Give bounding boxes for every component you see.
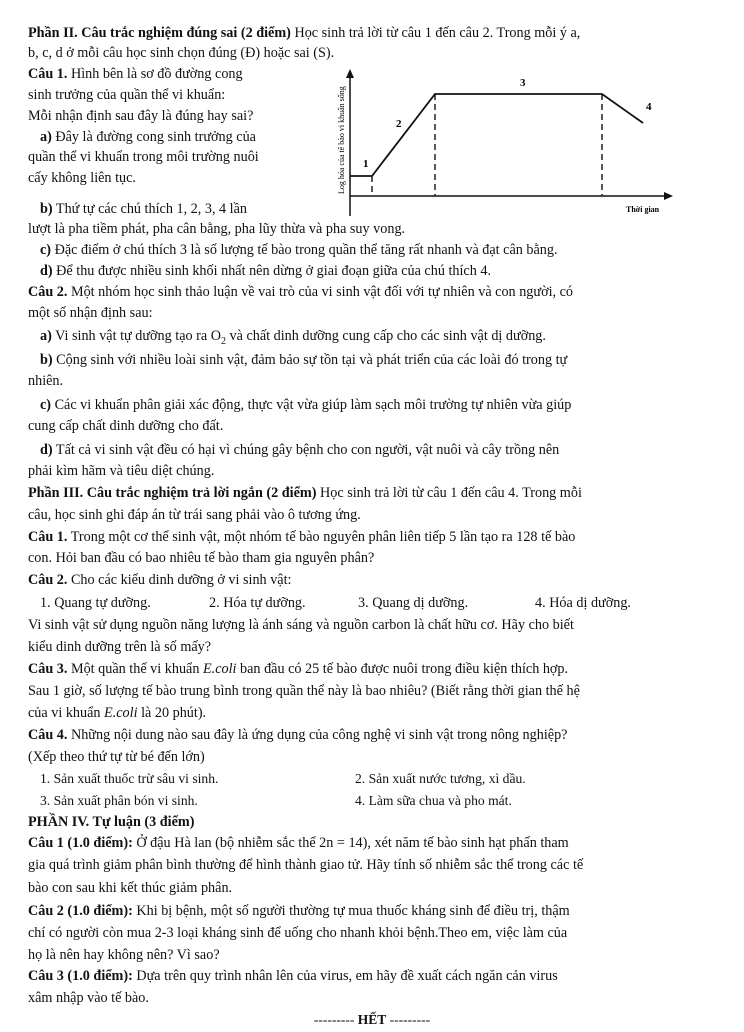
p2-q2-a-subscript: 2 [220, 335, 226, 347]
p2-q2-label: Câu 2. [28, 284, 68, 300]
p2-q2-c-line-1 [40, 396, 571, 414]
end-dashes-right: --------- [389, 1012, 431, 1027]
p2-q1-a-line-1 [40, 128, 256, 146]
p3-q2-line-3: kiểu dinh dưỡng trên là số mấy? [28, 639, 212, 655]
p2-q1-a-label: a) [40, 129, 52, 145]
p2-q2-d-text-1: Tất cả vi sinh vật đều có hại vì chúng gây bệnh cho con người, vật nuôi và cây trồng nên [52, 442, 560, 458]
p2-q1-d-line [40, 262, 491, 280]
p3-q3-line-2: Sau 1 giờ, số lượng tế bào trung bình trong quần thể này là bao nhiêu? (Biết rằng thời gian thế hệ [28, 683, 580, 699]
part2-instruction-line-1 [28, 24, 580, 42]
phase-label-2: 2 [396, 118, 402, 130]
p2-q2-b-line-2: nhiên. [28, 373, 64, 389]
p4-q1-line-3: bào con sau khi kết thúc giảm phân. [28, 880, 233, 896]
p3-q2-line-1 [28, 571, 291, 589]
p3-q3-text-1b: ban đầu có 25 tế bào được nuôi trong điều kiện thích hợp. [236, 661, 569, 677]
p3-q1-line-2: con. Hỏi ban đầu có bao nhiêu tế bào tham gia nguyên phân? [28, 550, 375, 566]
p3-q4-option-2: 2. Sản xuất nước tương, xì dầu. [355, 771, 526, 786]
p3-q4-label: Câu 4. [28, 727, 68, 743]
end-marker [0, 1011, 744, 1029]
p2-q1-d-text: Để thu được nhiều sinh khối nhất nên dừng ở giai đoạn giữa của chú thích 4. [52, 263, 492, 279]
p4-q1-line-2: gia quá trình giảm phân bình thường để hình thành giao tử. Hãy tính số nhiễm sắc thể trong các tế [28, 857, 584, 873]
p3-q2-line-2: Vi sinh vật sử dụng nguồn năng lượng là ánh sáng và nguồn carbon là chất hữu cơ. Hãy cho biết [28, 617, 574, 633]
part2-instruction-text: Học sinh trả lời từ câu 1 đến câu 2. Trong mỗi ý a, [290, 25, 581, 41]
p3-q3-species-1: E.coli [202, 661, 237, 677]
p2-q2-text-1: Một nhóm học sinh thảo luận về vai trò của vi sinh vật đối với tự nhiên và con người, có [67, 284, 574, 300]
p3-q2-text-1: Cho các kiểu dinh dưỡng ở vi sinh vật: [67, 572, 292, 588]
p2-q1-label: Câu 1. [28, 66, 68, 82]
p4-q1-label: Câu 1 (1.0 điểm): [28, 835, 133, 851]
p2-q2-d-line-2: phải kìm hãm và tiêu diệt chúng. [28, 463, 215, 479]
p3-q4-text-1: Những nội dung nào sau đây là ứng dụng của công nghệ vi sinh vật trong nông nghiệp? [67, 727, 568, 743]
phase-label-1: 1 [363, 158, 369, 170]
p2-q2-c-text-1: Các vi khuẩn phân giải xác động, thực vật vừa giúp làm sạch môi trường tự nhiên vừa giúp [51, 397, 572, 413]
p2-q2-line-1 [28, 283, 573, 301]
part3-instruction-line-1 [28, 484, 582, 502]
p2-q1-a-line-2: quần thể vi khuẩn trong môi trường nuôi [28, 149, 259, 165]
p3-q4-option-4: 4. Làm sữa chua và pho mát. [355, 793, 512, 808]
p3-q3-text-3b: là 20 phút). [137, 705, 207, 721]
part3-heading: Phần III. Câu trắc nghiệm trả lời ngắn (2 điểm) [28, 485, 317, 501]
p2-q1-line-1 [28, 65, 243, 83]
p2-q2-d-line-1 [40, 441, 559, 459]
p3-q1-label: Câu 1. [28, 529, 68, 545]
end-text: HẾT [357, 1012, 387, 1027]
p2-q2-line-2: một số nhận định sau: [28, 305, 153, 321]
p3-q3-line-3 [28, 704, 206, 722]
p2-q1-b-line-1 [40, 200, 247, 218]
y-axis-label: Log hóa của tế bào vi khuẩn sống [337, 86, 346, 194]
p2-q1-c-line [40, 241, 558, 259]
end-dashes-left: --------- [313, 1012, 355, 1027]
x-axis-arrow [664, 192, 673, 200]
p2-q1-b-text-1: Thứ tự các chú thích 1, 2, 3, 4 lần [52, 201, 248, 217]
p4-q1-line-1 [28, 834, 569, 852]
p2-q1-c-text: Đặc điểm ở chú thích 3 là số lượng tế bào trong quần thể tăng rất nhanh và đạt cân bằng. [51, 242, 558, 258]
p4-q3-label: Câu 3 (1.0 điểm): [28, 968, 133, 984]
p3-q2-option-4: 4. Hóa dị dưỡng. [535, 595, 631, 611]
p3-q3-text-3a: của vi khuẩn [28, 705, 105, 721]
part2-instruction-line-2: b, c, d ở mỗi câu học sinh chọn đúng (Đ) hoặc sai (S). [28, 45, 335, 61]
p4-q1-text-1: Ở đậu Hà lan (bộ nhiễm sắc thể 2n = 14), xét năm tế bào sinh hạt phấn tham [132, 835, 569, 851]
p2-q2-b-text-1: Cộng sinh với nhiều loài sinh vật, đảm bảo sự tồn tại và phát triển của các loài đó trong tự [52, 352, 568, 368]
p3-q3-label: Câu 3. [28, 661, 68, 677]
x-axis-label: Thời gian [626, 205, 660, 214]
p2-q1-line-2: sinh trưởng của quần thể vi khuẩn: [28, 87, 226, 103]
p2-q2-c-label: c) [40, 397, 52, 413]
p2-q1-d-label: d) [40, 263, 53, 279]
growth-curve [350, 94, 643, 176]
y-axis-arrow [346, 69, 354, 78]
p4-q2-text-1: Khi bị bệnh, một số người thường tự mua thuốc kháng sinh để điều trị, thậm [132, 903, 570, 919]
p2-q1-b-label: b) [40, 201, 53, 217]
p4-q3-line-2: xâm nhập vào tế bào. [28, 990, 149, 1006]
p4-q2-line-1 [28, 902, 570, 920]
p3-q1-text-1: Trong một cơ thể sinh vật, một nhóm tế bào nguyên phân liên tiếp 5 lần tạo ra 128 tế bào [67, 529, 576, 545]
p3-q4-option-3: 3. Sản xuất phân bón vi sinh. [40, 793, 198, 808]
part3-instruction-line-2: câu, học sinh ghi đáp án từ trái sang phải vào ô tương ứng. [28, 507, 361, 523]
p2-q1-c-label: c) [40, 242, 52, 258]
p3-q2-option-1: 1. Quang tự dưỡng. [40, 595, 151, 611]
p2-q1-a-text-1: Đây là đường cong sinh trưởng của [51, 129, 256, 145]
p2-q2-a-text-pre: Vi sinh vật tự dưỡng tạo ra O [51, 328, 221, 344]
p3-q3-text-1a: Một quần thể vi khuẩn [67, 661, 203, 677]
p4-q3-line-1 [28, 967, 558, 985]
p2-q2-d-label: d) [40, 442, 53, 458]
p2-q2-c-line-2: cung cấp chất dinh dưỡng cho đất. [28, 418, 224, 434]
p3-q4-line-2: (Xếp theo thứ tự từ bé đến lớn) [28, 749, 205, 765]
phase-label-4: 4 [646, 101, 652, 113]
p3-q2-option-2: 2. Hóa tự dưỡng. [209, 595, 306, 611]
p3-q3-line-1 [28, 660, 568, 678]
growth-curve-diagram [330, 66, 680, 226]
p4-q2-line-2: chí có người còn mua 2-3 loại kháng sinh để uống cho nhanh khỏi bệnh.Theo em, việc làm của [28, 925, 568, 941]
p4-q2-label: Câu 2 (1.0 điểm): [28, 903, 133, 919]
p2-q2-a-label: a) [40, 328, 52, 344]
p3-q3-species-2: E.coli [104, 705, 138, 721]
p2-q2-b-line-1 [40, 351, 567, 369]
p4-q3-text-1: Dựa trên quy trình nhân lên của virus, em hãy đề xuất cách ngăn cản virus [132, 968, 558, 984]
p3-q4-option-1: 1. Sản xuất thuốc trừ sâu vi sinh. [40, 771, 219, 786]
p2-q1-b-line-2: lượt là pha tiềm phát, pha cân bằng, pha lũy thừa và pha suy vong. [28, 221, 406, 237]
part3-instruction-text: Học sinh trả lời từ câu 1 đến câu 4. Trong mỗi [316, 485, 582, 501]
p2-q2-a-text-post: và chất dinh dưỡng cung cấp cho các sinh vật dị dưỡng. [225, 328, 546, 344]
part4-heading: PHẦN IV. Tự luận (3 điểm) [28, 814, 195, 830]
p2-q1-text-1: Hình bên là sơ đồ đường cong [67, 66, 243, 82]
p2-q2-b-label: b) [40, 352, 53, 368]
p2-q2-a-line [40, 327, 546, 351]
p4-q2-line-3: họ là nên hay không nên? Vì sao? [28, 947, 220, 963]
p3-q4-line-1 [28, 726, 567, 744]
part2-heading: Phần II. Câu trắc nghiệm đúng sai (2 điểm) [28, 25, 291, 41]
p3-q2-option-3: 3. Quang dị dưỡng. [358, 595, 469, 611]
p2-q1-line-3: Mỗi nhận định sau đây là đúng hay sai? [28, 108, 254, 124]
p2-q1-a-line-3: cấy không liên tục. [28, 170, 136, 186]
phase-label-3: 3 [520, 77, 526, 89]
p3-q1-line-1 [28, 528, 575, 546]
p3-q2-label: Câu 2. [28, 572, 68, 588]
